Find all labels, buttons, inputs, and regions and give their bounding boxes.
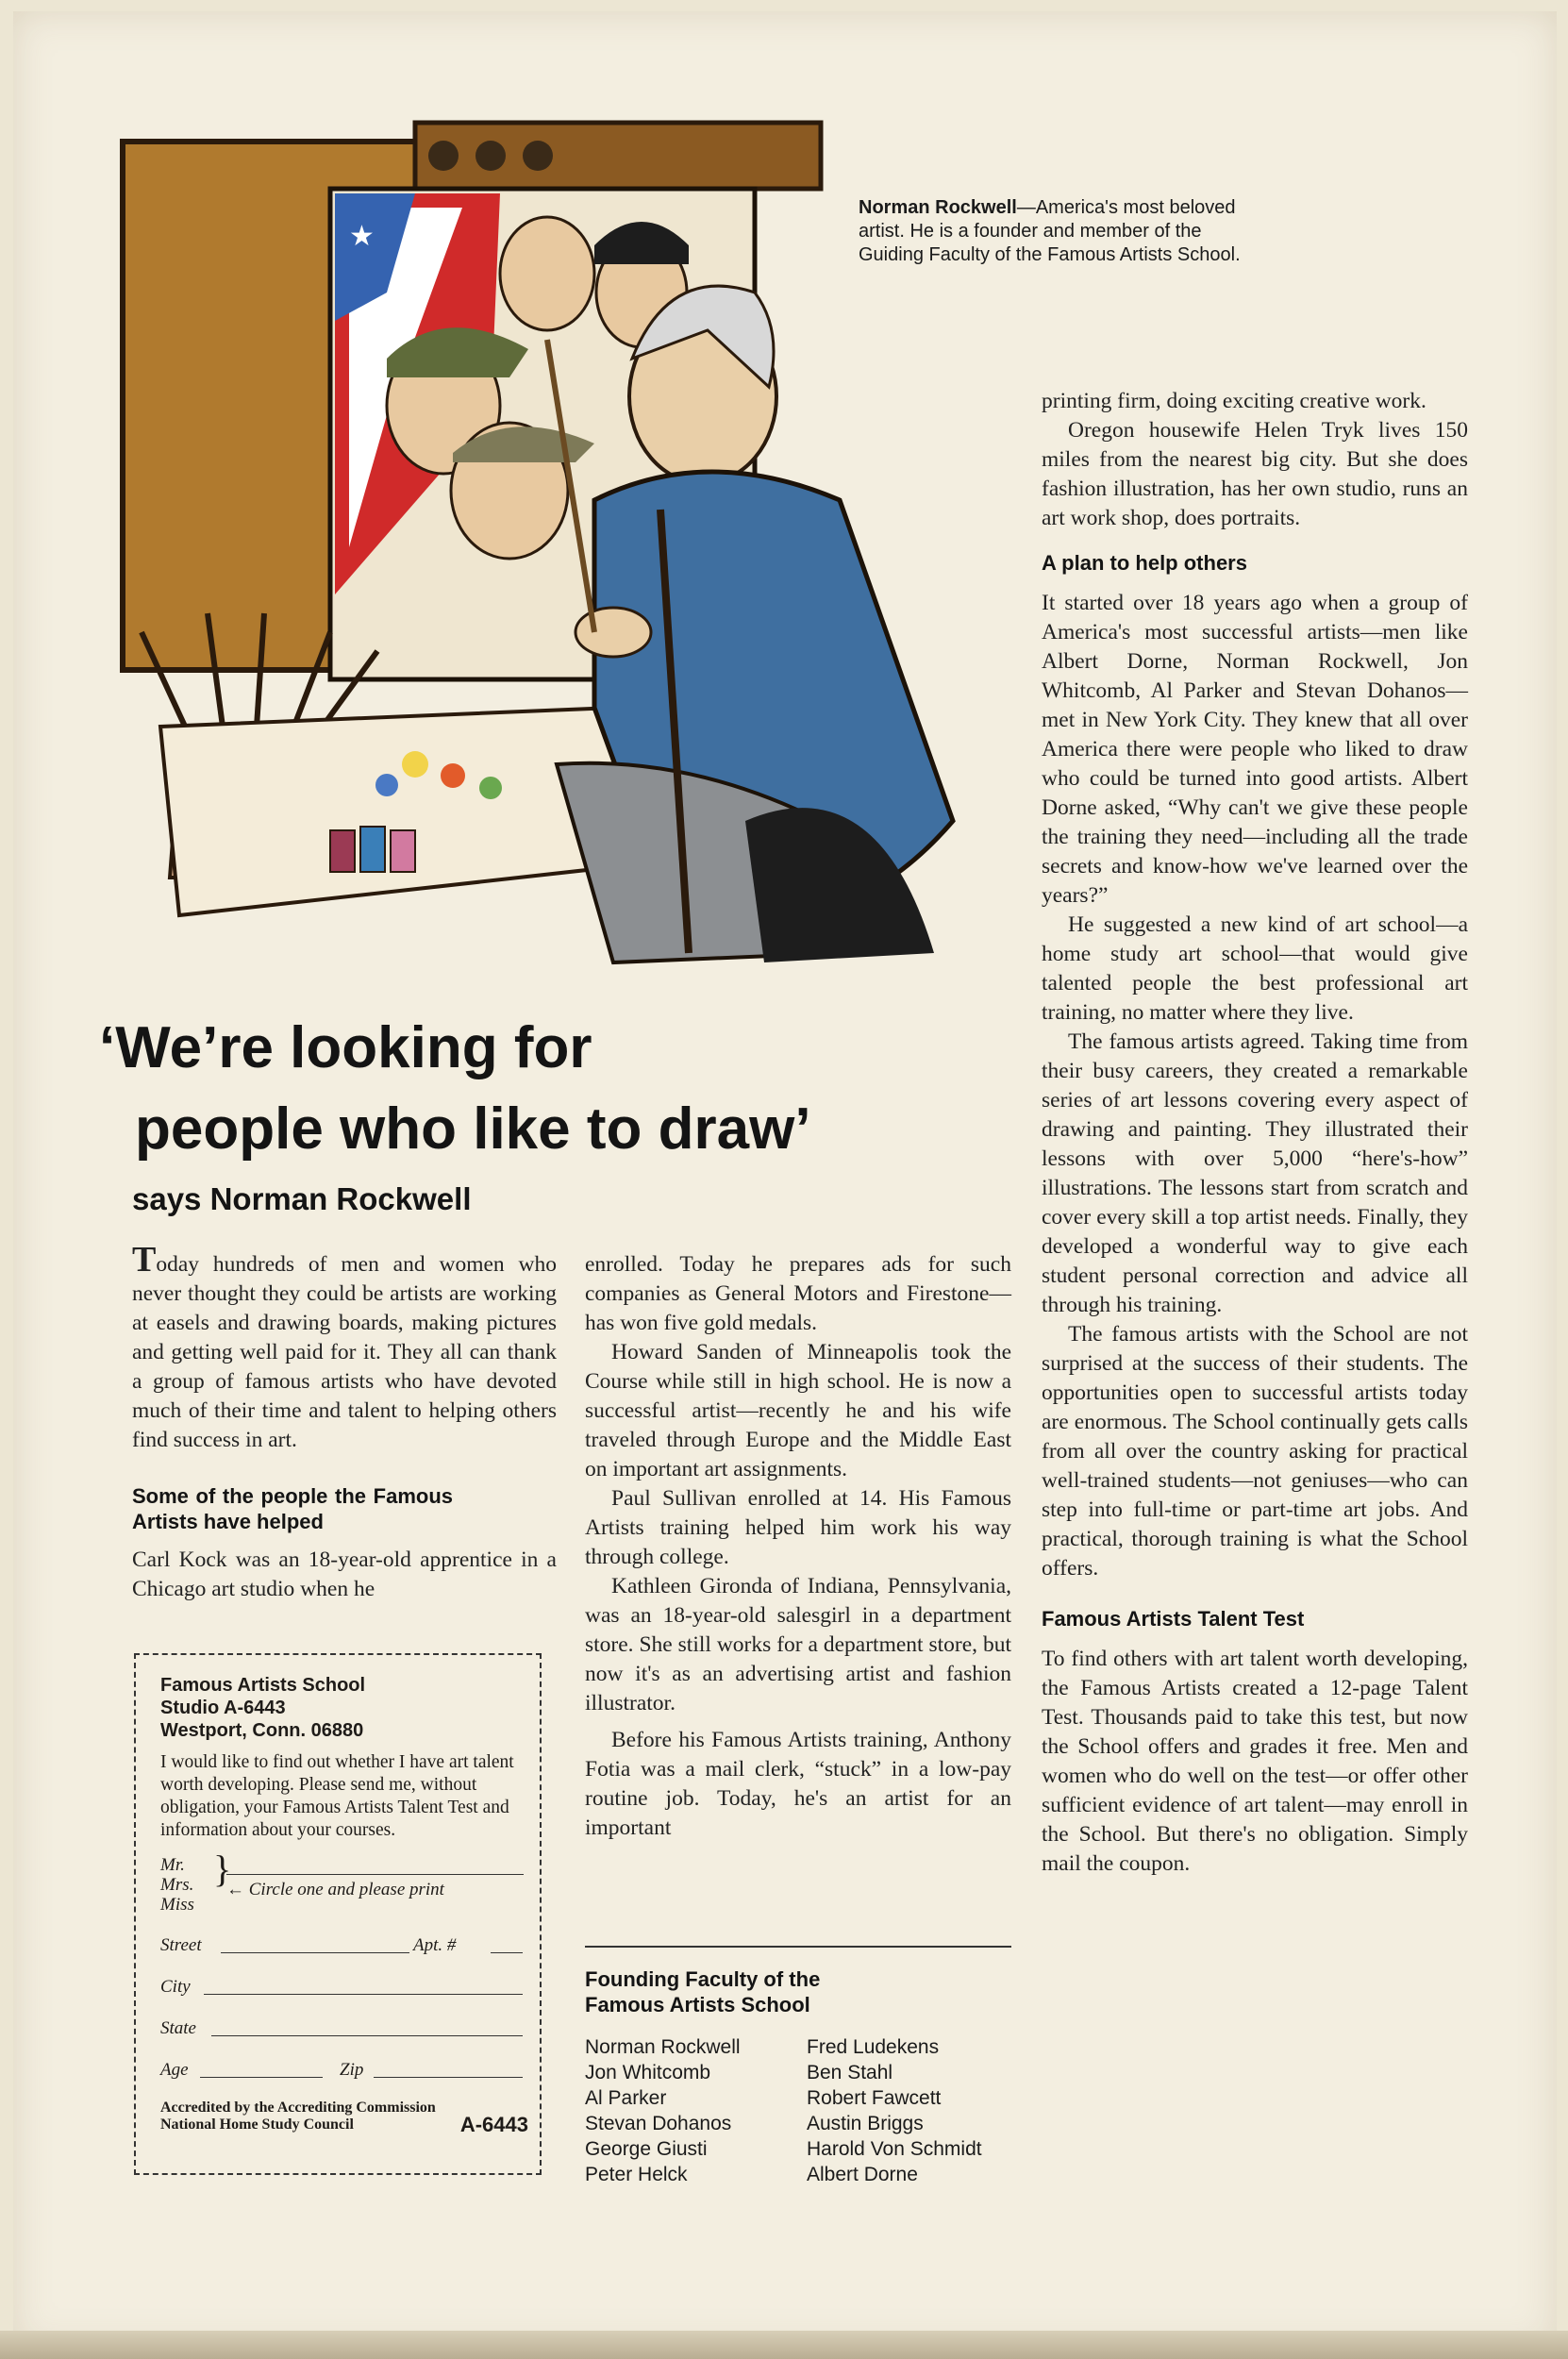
apt-input[interactable] xyxy=(491,1935,523,1953)
intro-text: oday hundreds of men and women who never thought they could be artists are working at easels and drawing boards, making pictures and getting well paid for it. They all can thank a group of famous artists who have devoted much of their time and talent to helping others find success in art. xyxy=(132,1252,557,1452)
brace-icon: } xyxy=(213,1848,232,1890)
age-zip-field[interactable] xyxy=(160,2060,528,2081)
faculty-name: Norman Rockwell xyxy=(585,2036,741,2058)
title-choice xyxy=(160,1848,528,1915)
caption-name: Norman Rockwell xyxy=(859,197,1017,218)
faculty-name: Albert Dorne xyxy=(807,2164,918,2185)
svg-text:★: ★ xyxy=(349,220,375,253)
caption-text: —America's most beloved artist. He is a founder and member of the Guiding Faculty of the Famous Artists School. xyxy=(859,197,1241,265)
drop-cap: T xyxy=(132,1240,157,1280)
age-input[interactable] xyxy=(200,2060,323,2078)
paragraph: To find others with art talent worth developing, the Famous Artists created a 12-page Talent Test. Thousands paid to take this test, but now the School offers and grades it free. Men and women who do well on the test—or offer other sufficient evidence of art talent—may enroll in the School. But there's no obligation. Simply mail the coupon. xyxy=(1042,1647,1468,1876)
state-input[interactable] xyxy=(211,2018,523,2036)
faculty-name: George Giusti xyxy=(585,2138,708,2160)
paragraph: Paul Sullivan enrolled at 14. His Famous Artists training helped him work his way through college. xyxy=(585,1486,1011,1569)
paragraph: Oregon housewife Helen Tryk lives 150 miles from the nearest big city. But she does fashion illustration, has her own studio, runs an art work shop, does portraits. xyxy=(1042,418,1468,530)
rockwell-illustration xyxy=(104,104,991,981)
headline-line1: ‘We’re looking for xyxy=(99,1015,592,1080)
subhead: says Norman Rockwell xyxy=(132,1181,472,1216)
section-heading-plan: A plan to help others xyxy=(1042,551,1247,575)
intro-paragraph xyxy=(132,1240,557,1455)
column-2 xyxy=(585,1250,1011,1843)
city-input[interactable] xyxy=(204,1977,523,1995)
faculty-name: Fred Ludekens xyxy=(807,2036,940,2058)
faculty-name: Austin Briggs xyxy=(807,2113,924,2134)
faculty-name: Ben Stahl xyxy=(807,2062,893,2083)
street-input[interactable] xyxy=(221,1935,409,1953)
section-heading-talent-test: Famous Artists Talent Test xyxy=(1042,1607,1305,1631)
faculty-name: Stevan Dohanos xyxy=(585,2113,732,2134)
city-field[interactable] xyxy=(160,1977,528,1998)
coupon-body xyxy=(160,1674,528,2136)
paragraph: He suggested a new kind of art school—a home study art school—that would give talented people the best professional art training, no matter where they live. xyxy=(1042,912,1468,1025)
paragraph: Kathleen Gironda of Indiana, Pennsylvania, was an 18-year-old salesgirl in a department store. She still works for a department store, but now it's as an advertising artist and fashion illustrator. xyxy=(585,1574,1011,1715)
paragraph: Carl Kock was an 18-year-old apprentice in a Chicago art studio when he xyxy=(132,1548,557,1601)
faculty-heading: Founding Faculty of the Famous Artists School xyxy=(585,1967,821,2016)
paragraph: Howard Sanden of Minneapolis took the Course while still in high school. He is now a successful artist—recently he and his wife traveled through Europe and the Middle East on important art assignments. xyxy=(585,1340,1011,1481)
headline-line2: people who like to draw’ xyxy=(135,1096,811,1162)
zip-label: Zip xyxy=(340,2060,364,2080)
coupon-address xyxy=(160,1674,528,1742)
paragraph: printing firm, doing exciting creative work. xyxy=(1042,389,1426,413)
paragraph: The famous artists agreed. Taking time from their busy careers, they created a remarkable series of art lessons covering every aspect of drawing and painting. They illustrated their lessons with over 5,000 “here's-how” illustrations. The lessons start from scratch and cover every skill a top artist needs. Finally, they developed a wonderful way to give each student personal correction and advice all through his training. xyxy=(1042,1029,1468,1317)
apt-label: Apt. # xyxy=(413,1935,457,1955)
coupon-address-line: Westport, Conn. 06880 xyxy=(160,1720,364,1741)
city-label: City xyxy=(160,1977,191,1997)
faculty-name: Al Parker xyxy=(585,2087,667,2109)
zip-input[interactable] xyxy=(374,2060,523,2078)
paragraph: The famous artists with the School are not surprised at the success of their students. The opportunities open to successful artists today are enormous. The School continually gets calls from all over the country asking for practical well-trained students—not geniuses—who can step into full-time or part-time art jobs. And practical, thorough training is what the School offers. xyxy=(1042,1322,1468,1581)
age-label: Age xyxy=(160,2060,189,2080)
paragraph: Before his Famous Artists training, Anthony Fotia was a mail clerk, “stuck” in a low-pay routine job. Today, he's an artist for an important xyxy=(585,1728,1011,1840)
paragraph: enrolled. Today he prepares ads for such companies as General Motors and Firestone—has won five gold medals. xyxy=(585,1252,1011,1335)
coupon-request-text: I would like to find out whether I have art talent worth developing. Please send me, without obligation, your Famous Artists Talent Test and information about your courses. xyxy=(160,1752,514,1840)
faculty-name: Harold Von Schmidt xyxy=(807,2138,982,2160)
street-label: Street xyxy=(160,1935,202,1955)
coupon-address-line: Studio A-6443 xyxy=(160,1698,286,1718)
coupon[interactable] xyxy=(134,1653,542,2175)
paragraph: It started over 18 years ago when a group of America's most successful artists—men like Albert Dorne, Norman Rockwell, Jon Whitcomb, Al Parker and Stevan Dohanos—met in New York City. They knew that all over America there were people who liked to draw who could be turned into good artists. Albert Dorne asked, “Why can't we give these people the training they need—including all the trade secrets and know-how we've learned over the years?” xyxy=(1042,591,1468,908)
column-3 xyxy=(1042,387,1468,1879)
faculty-name: Peter Helck xyxy=(585,2164,688,2185)
title-mr[interactable]: Mr. xyxy=(160,1855,185,1875)
coupon-address-line: Famous Artists School xyxy=(160,1675,366,1696)
founding-faculty xyxy=(585,1946,1011,2187)
divider xyxy=(585,1946,1011,1948)
coupon-code: A-6443 xyxy=(459,2113,528,2136)
page-edge xyxy=(0,2331,1568,2359)
street-field[interactable] xyxy=(160,1935,528,1956)
state-field[interactable] xyxy=(160,2018,528,2039)
circle-note: ← Circle one and please print xyxy=(226,1880,444,1899)
faculty-name: Robert Fawcett xyxy=(807,2087,942,2109)
faculty-name: Jon Whitcomb xyxy=(585,2062,711,2083)
column-1 xyxy=(132,1240,557,1604)
state-label: State xyxy=(160,2018,196,2038)
faculty-list xyxy=(585,2034,1011,2187)
section-heading-helped: Some of the people the Famous Artists have helped xyxy=(132,1484,453,1533)
title-miss[interactable]: Miss xyxy=(160,1895,194,1915)
title-mrs[interactable]: Mrs. xyxy=(160,1875,194,1895)
headline xyxy=(99,1008,995,1170)
accreditation-note: Accredited by the Accrediting Commission National Home Study Council xyxy=(160,2100,436,2133)
illustration-caption xyxy=(859,196,1255,267)
name-field[interactable] xyxy=(226,1874,524,1875)
